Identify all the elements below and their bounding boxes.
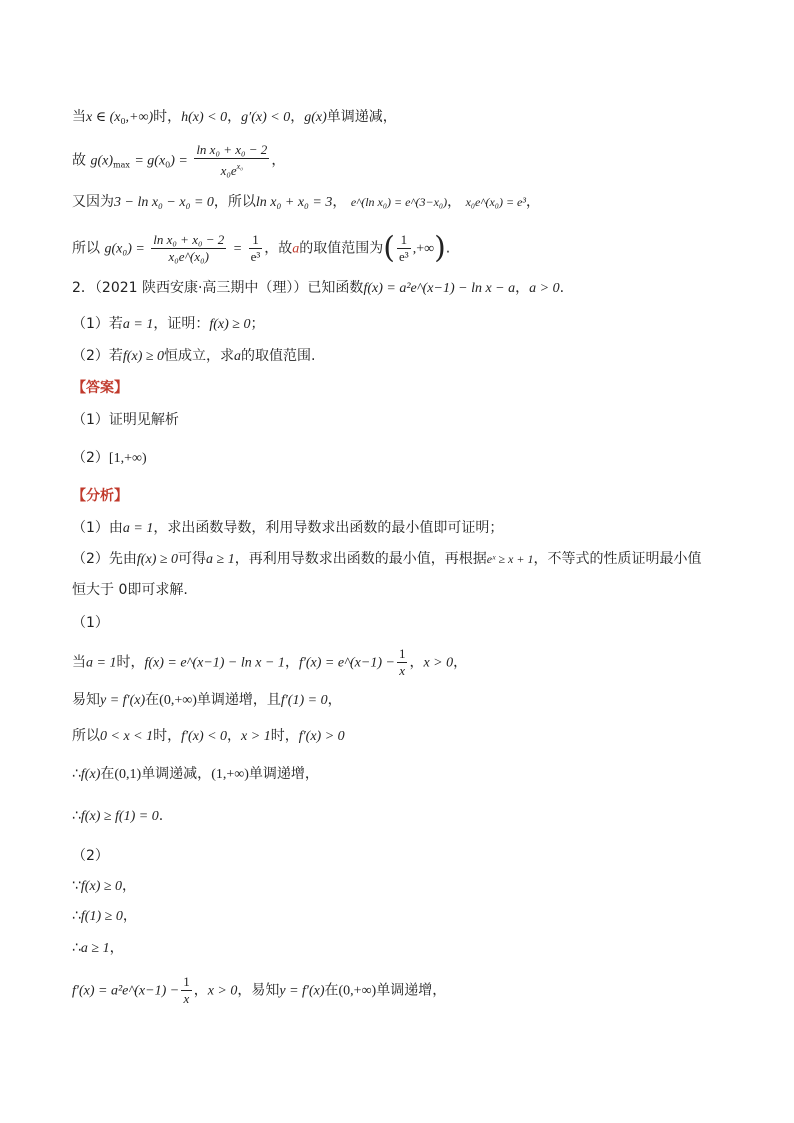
therefore-symbol: ∴ [72, 908, 81, 924]
line-1-math: x ∈ (x [86, 110, 121, 125]
part-2-text-c: 的取值范围. [241, 348, 316, 364]
t3-comma: ， [109, 940, 124, 956]
fraction-range [397, 232, 411, 265]
line-1-text-c: 单调递减， [326, 109, 397, 125]
line-4-var-a: a [292, 241, 300, 257]
part-2-text-b: 恒成立，求 [164, 348, 235, 364]
line-1-math-d: g′(x) < 0 [241, 110, 291, 125]
therefore-symbol: ∴ [72, 808, 81, 824]
t4-text-b: 在 [324, 982, 339, 999]
line-3-comma-b: ， [447, 194, 462, 210]
s1-math: a = 1 [86, 655, 117, 671]
fraction-one-over-e3 [249, 232, 263, 265]
fraction-one-over-x [181, 974, 192, 1007]
range-rest: ,+∞ [412, 241, 435, 257]
analysis-2-text-c: ，再利用导数求出函数的最小值，再根据 [234, 551, 487, 567]
problem-2-condition: a > 0 [529, 281, 560, 296]
s4-math: f(x) [80, 767, 101, 782]
s3-text-b: 时， [153, 728, 182, 744]
solution-1-line-3 [72, 726, 345, 747]
line-3-comma: ， [332, 194, 347, 210]
line-3-text: 又因为 [72, 194, 114, 210]
t1-comma: ， [122, 878, 137, 894]
s4-math-b: (0,1) [114, 767, 142, 782]
line-2-text: 故 [72, 152, 86, 169]
line-2-math-c: ) = [170, 153, 188, 169]
s4-text-c: 单调递增， [248, 766, 319, 782]
s5-math: f(x) ≥ f(1) = 0 [80, 809, 159, 824]
s3-math-c: x > 1 [241, 729, 271, 744]
therefore-symbol: ∴ [72, 940, 81, 956]
s1-comma: ， [284, 654, 299, 671]
line-1-math-e: g(x) [304, 110, 327, 125]
line-3-text-b: ，所以 [213, 194, 256, 210]
s3-math-d: f′(x) > 0 [298, 729, 345, 744]
therefore-symbol: ∴ [72, 766, 81, 782]
solution-part-2-label: （2） [72, 848, 109, 864]
solution-1-line-4 [72, 764, 319, 785]
s1-comma-b: ， [409, 654, 424, 671]
solution-1-line-1 [72, 646, 467, 679]
problem-2-statement [72, 278, 564, 299]
s4-text-b: 单调递减， [141, 766, 212, 782]
analysis-2-text-b: 可得 [178, 551, 207, 567]
line-3-math-b: ln x₀ + x₀ = 3 [255, 195, 333, 210]
fraction-gmax [194, 142, 269, 179]
line-1-comma: ， [227, 109, 242, 125]
s1-math-c: f′(x) = e^(x−1) − [298, 655, 395, 671]
s2-text: 易知 [72, 692, 100, 708]
line-4-text-b: ，故 [264, 240, 293, 257]
analysis-2-text: （2）先由 [72, 551, 137, 567]
t4-text: ，易知 [237, 982, 280, 999]
analysis-2-math-c: eˣ ≥ x + 1 [486, 552, 534, 566]
s1-text: 当 [72, 654, 86, 671]
line-1-math-c: h(x) < 0 [181, 110, 228, 125]
fraction-g-x0 [151, 232, 226, 265]
answer-heading: 【答案】 [72, 380, 128, 396]
solution-1-line-2 [72, 690, 342, 711]
fraction-numerator: 1 [397, 232, 411, 249]
t2-math: f(1) ≥ 0 [80, 909, 123, 924]
solution-part-1-label: （1） [72, 615, 109, 631]
analysis-2-text-d: ，不等式的性质证明最小值 [533, 551, 702, 567]
text-line-4: 所以 g(x₀) = $\frac{\text{ln x₀ + x₀ − 2}}{\text{x₀e\textasciicircum{}(x₀)}}$ = $\frac{1}{\text{e³}}$ ，故a的取值范围为( $\frac{1}{\text{e³}}$ ,+∞). [72, 230, 451, 266]
fraction-denominator: $x_0e^{x_0}$ [220, 162, 244, 178]
fraction-denominator: x [183, 991, 190, 1006]
solution-2-line-3 [72, 938, 124, 959]
fraction-denominator: x₀e^(x₀) [168, 249, 210, 264]
s3-text-c: 时， [270, 728, 299, 744]
line-4-math: g(x₀) = [104, 241, 145, 257]
line-3-math-d: x₀e^(x₀) = e³ [465, 195, 526, 209]
solution-2-line-2 [72, 906, 137, 927]
s2-math: y = f′(x) [100, 693, 146, 708]
part-1-math-b: f(x) ≥ 0 [209, 317, 251, 332]
answer-1: （1）证明见解析 [72, 412, 179, 428]
fraction-numerator: 1 [249, 232, 263, 249]
text-line-1: 当x ∈ $(x_0,+\infty)$时，h(x) < 0，g′(x) < 0，g(x)单调递减， [72, 109, 397, 126]
part-1-text: （1）若 [72, 316, 123, 332]
line-2-comma: ， [271, 152, 286, 169]
part-2-math: f(x) ≥ 0 [122, 349, 165, 364]
fraction-numerator: 1 [398, 646, 406, 661]
s4-math-c: (1,+∞) [211, 767, 249, 782]
analysis-1-text: （1）由 [72, 520, 123, 536]
text-line-3 [72, 192, 540, 213]
line-1-comma-b: ， [290, 109, 305, 125]
line-4-text: 所以 [72, 240, 100, 257]
solution-2-line-1 [72, 876, 136, 897]
max-subscript: max [113, 160, 130, 170]
s3-comma: ， [227, 728, 242, 744]
analysis-2-math-b: a ≥ 1 [206, 552, 235, 567]
solution-1-line-5 [72, 806, 163, 827]
problem-2-period: . [559, 280, 565, 296]
line-2-math: g(x) [90, 153, 113, 169]
line-4-period: . [445, 240, 451, 257]
analysis-1 [72, 518, 503, 539]
fraction-one-over-x [397, 646, 408, 679]
part-2-text: （2）若 [72, 348, 123, 364]
because-symbol: ∵ [72, 878, 81, 894]
part-1-text-b: ，证明： [153, 316, 210, 332]
t4-comma: ， [193, 982, 208, 999]
s2-text-c: 单调递增，且 [196, 692, 281, 708]
fraction-denominator: x [399, 663, 406, 678]
t3-math: a ≥ 1 [80, 941, 110, 956]
s2-math-c: f′(1) = 0 [280, 693, 328, 708]
s1-math-d: x > 0 [423, 655, 454, 671]
analysis-heading: 【分析】 [72, 488, 128, 504]
s4-text: 在 [100, 766, 115, 782]
problem-2-part-1 [72, 314, 265, 335]
answer-2-interval: [1,+∞) [108, 451, 147, 466]
line-4-text-c: 的取值范围为 [299, 240, 384, 257]
answer-2-label: （2） [72, 450, 109, 466]
fraction-numerator: ln x₀ + x₀ − 2 [153, 232, 225, 247]
t4-text-c: 单调递增， [376, 982, 447, 999]
line-1-math-b: ,+∞) [125, 110, 154, 125]
line-3-math-c: e^(ln x₀) = e^(3−x₀) [350, 195, 448, 209]
s5-period: . [158, 808, 164, 824]
s2-math-b: (0,+∞) [159, 693, 197, 708]
line-1-text-b: 时， [153, 109, 182, 125]
line-3-math: 3 − ln x₀ − x₀ = 0 [114, 195, 214, 210]
s1-text-b: 时， [116, 654, 145, 671]
text-line-2: 故 $g(x)_{max} = g(x_0)$ = $\frac{\text{ln x₀ + x₀ − 2}}{x_0e^{x_0}}$ ， [72, 142, 286, 178]
analysis-2-math: f(x) ≥ 0 [136, 552, 179, 567]
s3-math-b: f′(x) < 0 [181, 729, 228, 744]
t2-comma: ， [122, 908, 137, 924]
fraction-numerator: 1 [183, 974, 190, 989]
s1-comma-c: ， [453, 654, 468, 671]
problem-2-part-2 [72, 346, 316, 367]
t1-math: f(x) ≥ 0 [80, 879, 123, 894]
line-2-math-b: = g(x [134, 153, 166, 169]
t4-math-d: (0,+∞) [338, 983, 377, 999]
analysis-3: 恒大于 0即可求解. [72, 582, 188, 598]
part-2-var-a: a [234, 349, 242, 364]
part-1-math: a = 1 [122, 317, 154, 332]
answer-2 [72, 448, 147, 469]
s2-text-b: 在 [145, 692, 160, 708]
line-4-equals: = [232, 241, 243, 257]
s3-math: 0 < x < 1 [100, 729, 154, 744]
line-3-comma-c: ， [525, 194, 540, 210]
analysis-2 [72, 549, 701, 570]
fraction-numerator: ln x₀ + x₀ − 2 [196, 142, 268, 157]
problem-2-comma: ， [515, 280, 530, 296]
problem-2-text: 2．（2021 陕西安康·高三期中（理））已知函数 [72, 280, 364, 296]
analysis-1-text-b: ，求出函数导数，利用导数求出函数的最小值即可证明； [153, 520, 504, 536]
line-1-text: 当 [72, 109, 86, 125]
t4-math-c: y = f′(x) [279, 983, 325, 999]
fraction-denominator: e³ [399, 249, 409, 264]
t4-math-b: x > 0 [207, 983, 238, 999]
problem-2-function: f(x) = a²e^(x−1) − ln x − a [363, 281, 516, 296]
part-1-semicolon: ； [250, 316, 265, 332]
fraction-denominator: e³ [250, 249, 261, 264]
s3-text: 所以 [72, 728, 100, 744]
analysis-1-math: a = 1 [122, 521, 154, 536]
s1-math-b: f(x) = e^(x−1) − ln x − 1 [144, 655, 285, 671]
t4-math: f′(x) = a²e^(x−1) − [72, 983, 180, 999]
solution-2-line-4 [72, 974, 446, 1007]
s2-comma: ， [327, 692, 342, 708]
